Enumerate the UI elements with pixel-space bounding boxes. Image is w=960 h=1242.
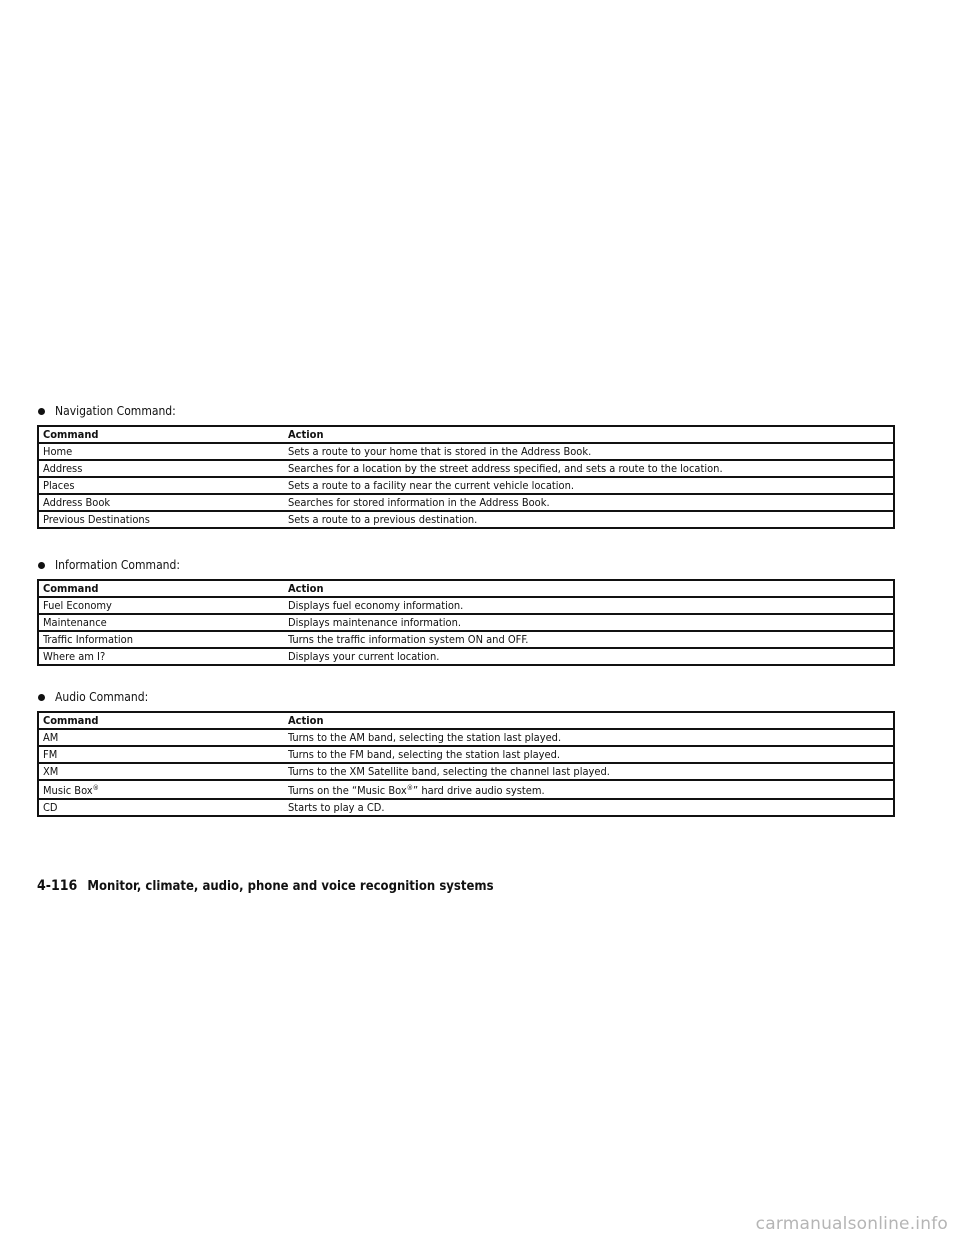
action-cell: Turns the traffic information system ON and OFF.: [284, 631, 894, 648]
bullet-icon: [38, 562, 45, 569]
action-cell: Searches for a location by the street address specified, and sets a route to the location.: [284, 460, 894, 477]
information-command-section: [37, 556, 895, 666]
audio-command-table: [37, 711, 895, 817]
column-header-action: Action: [284, 426, 894, 443]
heading-text: Information Command:: [55, 558, 181, 572]
action-cell: Starts to play a CD.: [284, 799, 894, 816]
command-cell: Places: [38, 477, 284, 494]
table-row: [38, 494, 894, 511]
table-row: [38, 799, 894, 816]
action-cell: Turns to the FM band, selecting the station last played.: [284, 746, 894, 763]
command-cell: Maintenance: [38, 614, 284, 631]
table-row: [38, 477, 894, 494]
command-cell: Home: [38, 443, 284, 460]
column-header-command: Command: [38, 580, 284, 597]
command-cell: AM: [38, 729, 284, 746]
heading-text: Navigation Command:: [55, 404, 176, 418]
table-row: [38, 460, 894, 477]
registered-mark: ®: [92, 784, 99, 792]
table-row: [38, 614, 894, 631]
table-row: [38, 511, 894, 528]
command-cell: XM: [38, 763, 284, 780]
command-cell: Address Book: [38, 494, 284, 511]
column-header-command: Command: [38, 426, 284, 443]
table-header-row: [38, 580, 894, 597]
action-cell: Displays maintenance information.: [284, 614, 894, 631]
table-row: [38, 443, 894, 460]
section-heading: [37, 556, 895, 574]
action-cell: Displays your current location.: [284, 648, 894, 665]
heading-text: Audio Command:: [55, 690, 149, 704]
table-row: [38, 648, 894, 665]
watermark-text: carmanualsonline.info: [755, 1214, 948, 1234]
table-row: [38, 763, 894, 780]
bullet-icon: [38, 694, 45, 701]
action-cell: Searches for stored information in the Address Book.: [284, 494, 894, 511]
audio-command-section: [37, 688, 895, 817]
action-cell: Displays fuel economy information.: [284, 597, 894, 614]
command-cell: CD: [38, 799, 284, 816]
chapter-title: Monitor, climate, audio, phone and voice recognition systems: [87, 879, 494, 894]
column-header-action: Action: [284, 712, 894, 729]
table-header-row: [38, 712, 894, 729]
action-cell: Turns to the AM band, selecting the station last played.: [284, 729, 894, 746]
registered-mark: ®: [406, 784, 414, 792]
action-cell: Turns to the XM Satellite band, selecting the channel last played.: [284, 763, 894, 780]
table-row: [38, 729, 894, 746]
page-number: 4-116: [37, 878, 78, 894]
column-header-action: Action: [284, 580, 894, 597]
command-cell: Traffic Information: [38, 631, 284, 648]
command-cell: Previous Destinations: [38, 511, 284, 528]
action-cell: Sets a route to a previous destination.: [284, 511, 894, 528]
bullet-icon: [38, 408, 45, 415]
action-cell: Sets a route to a facility near the current vehicle location.: [284, 477, 894, 494]
column-header-command: Command: [38, 712, 284, 729]
command-cell: Where am I?: [38, 648, 284, 665]
action-cell: Sets a route to your home that is stored in the Address Book.: [284, 443, 894, 460]
command-cell: Fuel Economy: [38, 597, 284, 614]
navigation-command-table: [37, 425, 895, 529]
command-cell: Address: [38, 460, 284, 477]
table-row: [38, 746, 894, 763]
action-cell: Turns on the “Music Box®” hard drive audio system.: [284, 780, 894, 799]
information-command-table: [37, 579, 895, 666]
section-heading: [37, 402, 895, 420]
table-row: [38, 631, 894, 648]
navigation-command-section: [37, 402, 895, 529]
command-cell: FM: [38, 746, 284, 763]
section-heading: [37, 688, 895, 706]
table-row: [38, 597, 894, 614]
page-footer: [37, 878, 494, 894]
command-cell: Music Box®: [38, 780, 284, 799]
table-header-row: [38, 426, 894, 443]
table-row: [38, 780, 894, 799]
